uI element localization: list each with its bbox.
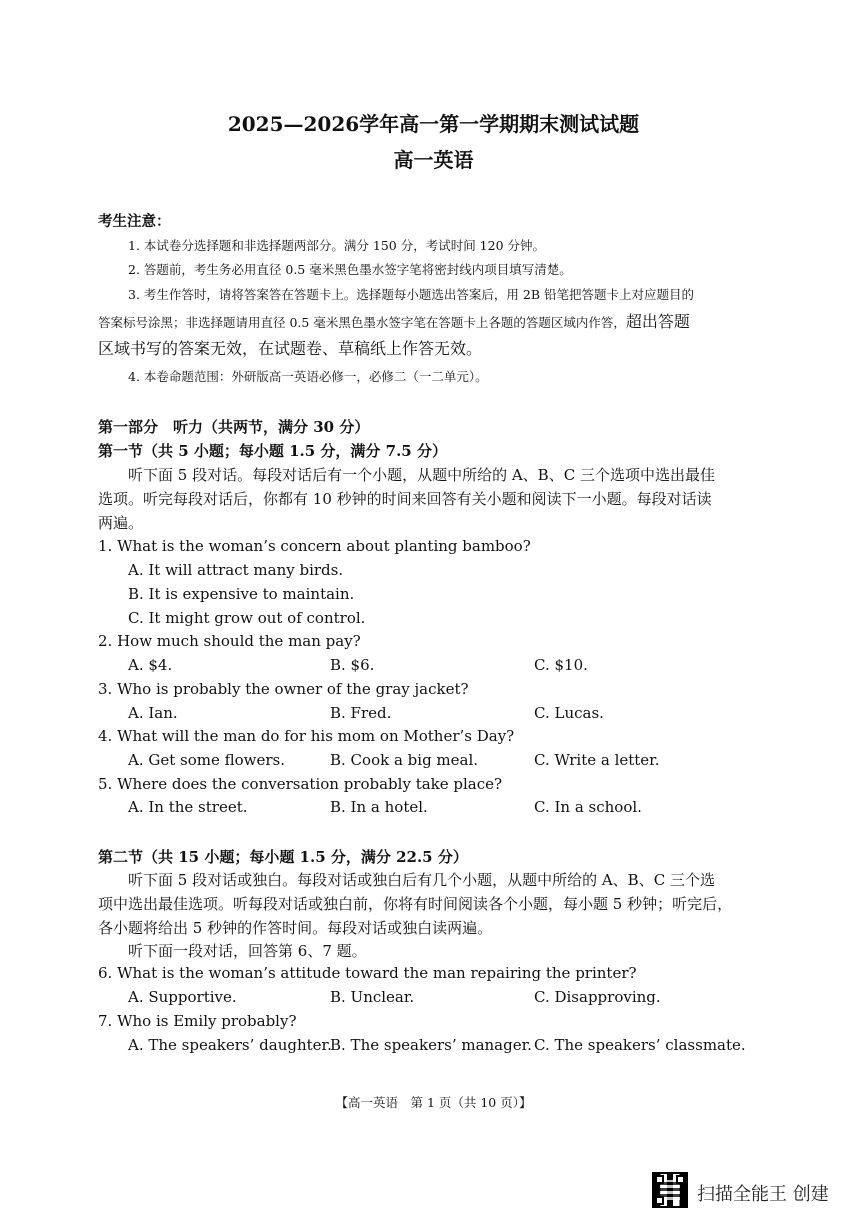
section2-sub-instruction: 听下面一段对话，回答第 6、7 题。	[128, 942, 367, 960]
question-2-option-b: B. $6.	[330, 656, 375, 674]
question-2-stem: 2. How much should the man pay?	[98, 632, 361, 650]
notice-item-3-line-1: 3. 考生作答时，请将答案答在答题卡上。选择题每小题选出答案后，用 2B 铅笔把答题卡上对应题目的	[128, 287, 694, 302]
question-1-stem: 1. What is the woman’s concern about planting bamboo?	[98, 537, 531, 555]
section1-heading: 第一节（共 5 小题；每小题 1.5 分，满分 7.5 分）	[98, 442, 447, 460]
page-number: 【高一英语 第 1 页（共 10 页）】	[335, 1095, 532, 1110]
question-7-option-c: C. The speakers’ classmate.	[534, 1036, 746, 1054]
exam-subject: 高一英语	[393, 148, 474, 172]
part1-heading: 第一部分 听力（共两节，满分 30 分）	[98, 418, 370, 436]
notice-item-1: 1. 本试卷分选择题和非选择题两部分。满分 150 分，考试时间 120 分钟。	[128, 238, 546, 253]
question-5-option-c: C. In a school.	[534, 798, 642, 816]
question-5-stem: 5. Where does the conversation probably take place?	[98, 775, 503, 793]
question-1-option-a: A. It will attract many birds.	[128, 561, 344, 579]
question-4-option-b: B. Cook a big meal.	[330, 751, 479, 769]
section1-instruction-2: 选项。听完每段对话后，你都有 10 秒钟的时间来回答有关小题和阅读下一小题。每段对话读	[98, 490, 712, 508]
notice-item-2: 2. 答题前，考生务必用直径 0.5 毫米黑色墨水签字笔将密封线内项目填写清楚。	[128, 262, 572, 277]
qr-code-icon	[652, 1172, 688, 1208]
question-6-stem: 6. What is the woman’s attitude toward the man repairing the printer?	[98, 964, 637, 982]
notice-item-3-line-3: 区域书写的答案无效，在试题卷、草稿纸上作答无效。	[98, 339, 483, 358]
question-7-option-a: A. The speakers’ daughter.	[128, 1036, 332, 1054]
question-2-option-a: A. $4.	[128, 656, 173, 674]
question-3-option-b: B. Fred.	[330, 704, 392, 722]
notice-item-3-line-2-text: 答案标号涂黑；非选择题请用直径 0.5 毫米黑色墨水签字笔在答题卡上各题的答题区域内作答，	[98, 315, 626, 330]
section2-heading: 第二节（共 15 小题；每小题 1.5 分，满分 22.5 分）	[98, 848, 468, 866]
question-3-option-c: C. Lucas.	[534, 704, 604, 722]
scanner-watermark: 扫描全能王 创建	[697, 1184, 829, 1205]
question-1-option-b: B. It is expensive to maintain.	[128, 585, 355, 603]
notice-item-3-line-2-emphasis: 超出答题	[625, 312, 690, 331]
section1-instruction-1: 听下面 5 段对话。每段对话后有一个小题，从题中所给的 A、B、C 三个选项中选出最佳	[128, 466, 715, 484]
question-6-option-c: C. Disapproving.	[534, 988, 661, 1006]
question-6-option-b: B. Unclear.	[330, 988, 415, 1006]
question-4-option-c: C. Write a letter.	[534, 751, 660, 769]
notice-item-3-line-2	[98, 309, 690, 332]
question-5-option-b: B. In a hotel.	[330, 798, 428, 816]
section2-instruction-3: 各小题将给出 5 秒钟的作答时间。每段对话或独白读两遍。	[98, 919, 493, 937]
notice-heading: 考生注意：	[98, 213, 171, 230]
question-5-option-a: A. In the street.	[128, 798, 248, 816]
question-1-option-c: C. It might grow out of control.	[128, 609, 366, 627]
section1-instruction-3: 两遍。	[98, 514, 144, 532]
question-6-option-a: A. Supportive.	[128, 988, 237, 1006]
question-4-stem: 4. What will the man do for his mom on Mother’s Day?	[98, 727, 515, 745]
question-3-option-a: A. Ian.	[128, 704, 178, 722]
section2-instruction-2: 项中选出最佳选项。听每段对话或独白前，你将有时间阅读各个小题，每小题 5 秒钟；听完后，	[98, 895, 733, 913]
question-7-stem: 7. Who is Emily probably?	[98, 1012, 297, 1030]
question-3-stem: 3. Who is probably the owner of the gray jacket?	[98, 680, 469, 698]
notice-item-4: 4. 本卷命题范围：外研版高一英语必修一，必修二（一二单元）。	[128, 369, 488, 384]
question-7-option-b: B. The speakers’ manager.	[330, 1036, 532, 1054]
exam-title: 2025—2026学年高一第一学期期末测试试题	[227, 112, 640, 136]
section2-instruction-1: 听下面 5 段对话或独白。每段对话或独白后有几个小题，从题中所给的 A、B、C 三个选	[128, 871, 715, 889]
question-4-option-a: A. Get some flowers.	[128, 751, 286, 769]
question-2-option-c: C. $10.	[534, 656, 588, 674]
